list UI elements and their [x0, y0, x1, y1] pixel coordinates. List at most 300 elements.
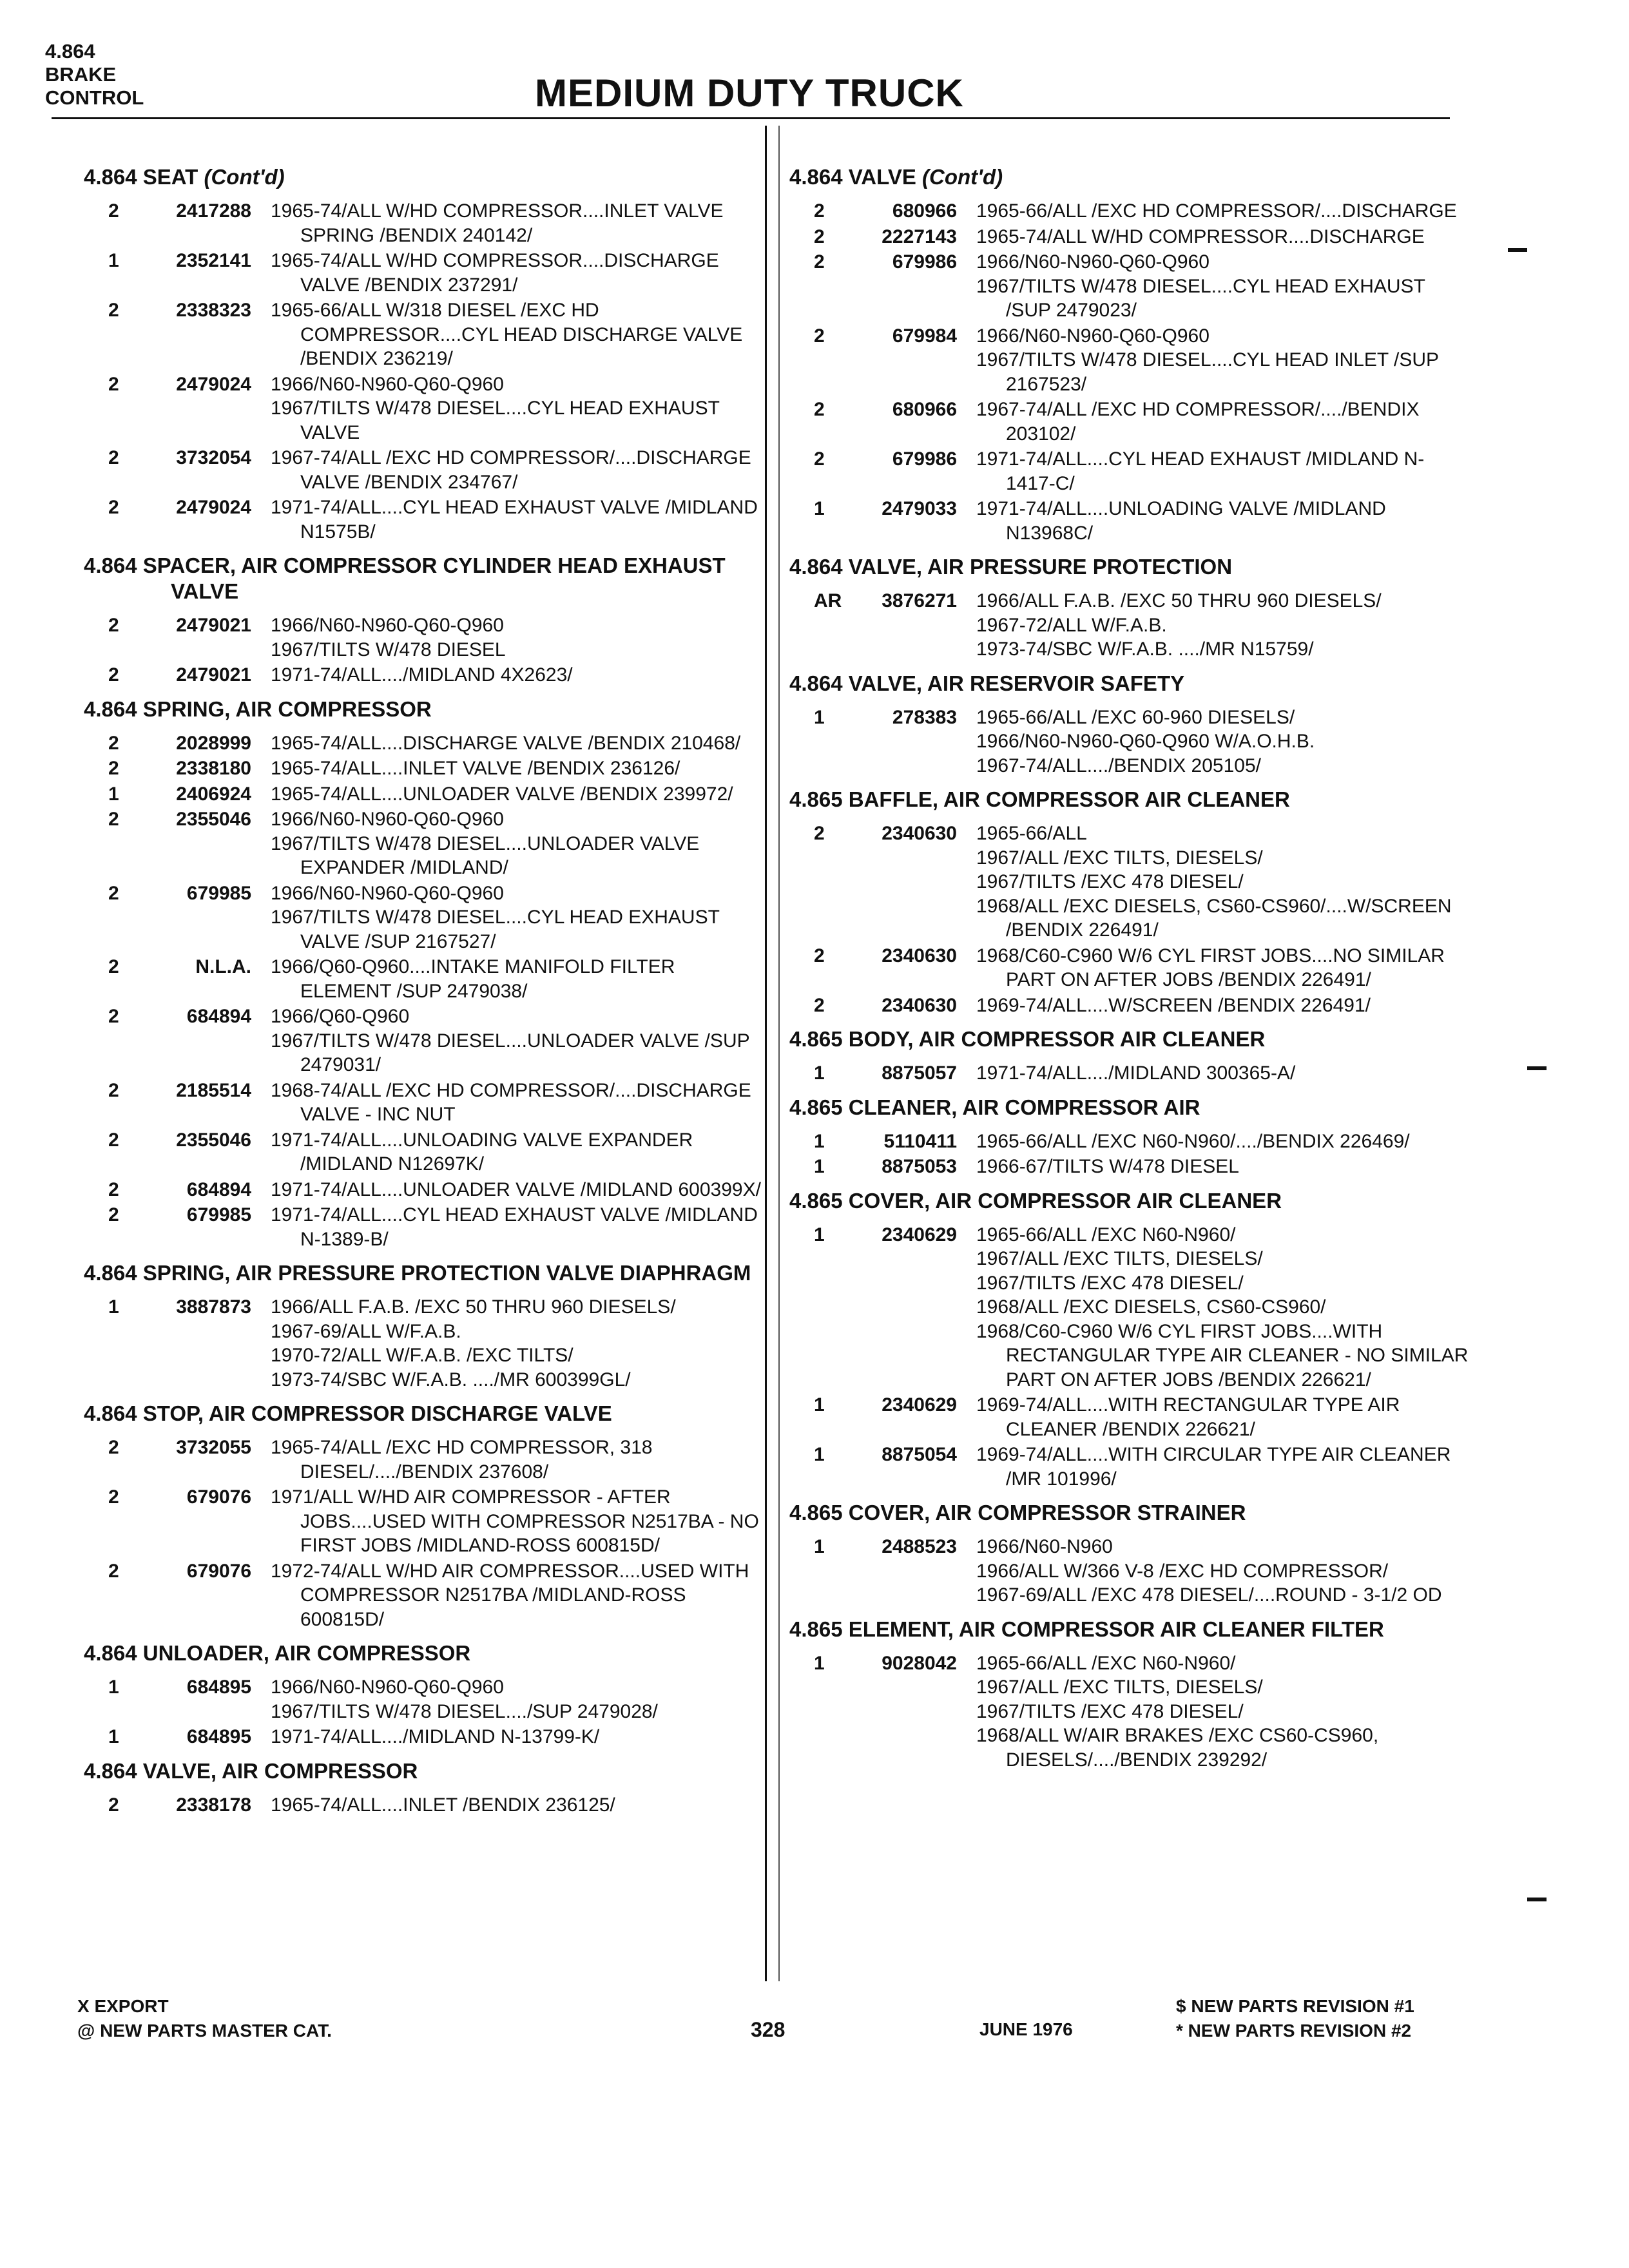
part-row: [84, 372, 767, 445]
section-heading: [789, 671, 1472, 697]
description-line: 1965-74/ALL /EXC HD COMPRESSOR, 318 DIESEL/..../BENDIX 237608/: [271, 1437, 653, 1483]
publication-date: JUNE 1976: [979, 2019, 1073, 2039]
section-heading: [789, 1095, 1472, 1120]
part-description: [976, 250, 1472, 323]
part-quantity: 2: [814, 994, 825, 1016]
part-row: [84, 249, 767, 297]
part-number: 2479024: [176, 373, 251, 395]
part-quantity: 2: [814, 325, 825, 347]
description-line: 1971-74/ALL....UNLOADING VALVE EXPANDER /MIDLAND N12697K/: [271, 1129, 693, 1175]
part-description: [271, 955, 767, 1003]
part-row: [789, 1061, 1472, 1086]
footer-legend-left: [77, 1994, 332, 2043]
description-line: 1967/TILTS W/478 DIESEL....UNLOADER VALVE EXPANDER /MIDLAND/: [271, 832, 700, 878]
part-description: [976, 1129, 1472, 1154]
description-line: 1966/N60-N960-Q60-Q960: [976, 251, 1210, 273]
part-number: 2417288: [176, 200, 251, 222]
description-line: 1967/TILTS W/478 DIESEL....CYL HEAD EXHAUST VALVE: [271, 398, 720, 443]
part-number: 2340630: [882, 823, 957, 844]
part-quantity: 1: [814, 1156, 825, 1177]
parts-section: [84, 1260, 767, 1392]
part-row: [84, 881, 767, 954]
footer-legend-right: [1176, 1994, 1414, 2043]
description-line: 1969-74/ALL....W/SCREEN /BENDIX 226491/: [976, 994, 1371, 1016]
description-line: 1967/TILTS W/478 DIESEL....UNLOADER VALVE /SUP 2479031/: [271, 1030, 750, 1075]
description-line: 1965-74/ALL....INLET VALVE /BENDIX 236126/: [271, 758, 680, 779]
part-number: 5110411: [883, 1130, 957, 1152]
section-heading: [84, 697, 767, 722]
part-quantity: 2: [108, 373, 119, 395]
export-note: X EXPORT: [77, 1996, 169, 2016]
description-line: 1965-74/ALL....UNLOADER VALVE /BENDIX 239972/: [271, 783, 733, 805]
description-line: 1971-74/ALL....CYL HEAD EXHAUST /MIDLAND N-1417-C/: [976, 448, 1425, 494]
description-line: 1968/ALL /EXC DIESELS, CS60-CS960/: [976, 1296, 1326, 1318]
description-line: 1971/ALL W/HD AIR COMPRESSOR - AFTER JOBS....USED WITH COMPRESSOR N2517BA - NO FIRST JOBS /MIDLAND-ROSS 600815D/: [271, 1486, 759, 1556]
part-number: 679986: [892, 251, 957, 273]
part-row: [84, 1203, 767, 1251]
part-number: 680966: [892, 200, 957, 222]
section-heading-text: 4.864 SPRING, AIR PRESSURE PROTECTION VALVE DIAPHRAGM: [84, 1261, 751, 1285]
description-line: 1968/C60-C960 W/6 CYL FIRST JOBS....NO SIMILAR PART ON AFTER JOBS /BENDIX 226491/: [976, 945, 1445, 990]
part-row: [84, 807, 767, 880]
description-line: 1968/ALL /EXC DIESELS, CS60-CS960/....W/SCREEN /BENDIX 226491/: [976, 895, 1452, 941]
parts-section: [789, 1617, 1472, 1773]
part-quantity: 2: [108, 1794, 119, 1816]
part-description: [271, 298, 767, 371]
description-line: 1971-74/ALL..../MIDLAND 4X2623/: [271, 664, 573, 686]
part-description: [271, 663, 767, 687]
section-heading: [789, 1188, 1472, 1214]
section-heading: [789, 787, 1472, 812]
parts-section: [84, 1401, 767, 1631]
part-description: [271, 446, 767, 494]
part-number: 3732054: [176, 447, 251, 468]
part-row: [789, 225, 1472, 249]
part-quantity: 2: [108, 1486, 119, 1508]
part-number: 2479024: [176, 497, 251, 518]
section-heading-text: 4.864 SEAT: [84, 165, 198, 189]
description-line: 1967/TILTS /EXC 478 DIESEL/: [976, 871, 1244, 892]
parts-section: [789, 1500, 1472, 1608]
part-quantity: 2: [108, 615, 119, 636]
description-line: 1966/Q60-Q960....INTAKE MANIFOLD FILTER ELEMENT /SUP 2479038/: [271, 956, 675, 1002]
part-quantity: 2: [108, 732, 119, 754]
part-row: [84, 1128, 767, 1177]
part-description: [976, 398, 1472, 446]
header-divider: [52, 117, 1450, 119]
description-line: 1971-74/ALL..../MIDLAND 300365-A/: [976, 1062, 1296, 1084]
section-heading: [84, 164, 767, 190]
part-description: [271, 613, 767, 662]
part-number: 679076: [186, 1486, 251, 1508]
part-row: [789, 1155, 1472, 1179]
description-line: 1968/ALL W/AIR BRAKES /EXC CS60-CS960, DIESELS/..../BENDIX 239292/: [976, 1725, 1379, 1771]
description-line: 1967-72/ALL W/F.A.B.: [976, 614, 1167, 636]
part-number: 9028042: [882, 1652, 957, 1674]
part-description: [271, 1675, 767, 1724]
description-line: 1965-66/ALL /EXC 60-960 DIESELS/: [976, 706, 1295, 728]
part-quantity: 1: [814, 1652, 825, 1674]
part-row: [84, 1559, 767, 1632]
part-description: [271, 1178, 767, 1202]
part-description: [271, 1203, 767, 1251]
description-line: 1966/ALL W/366 V-8 /EXC HD COMPRESSOR/: [976, 1560, 1389, 1582]
part-row: [84, 782, 767, 807]
part-row: [84, 1725, 767, 1749]
part-number: 2227143: [882, 226, 957, 247]
parts-section: [789, 1026, 1472, 1086]
description-line: 1969-74/ALL....WITH CIRCULAR TYPE AIR CLEANER /MR 101996/: [976, 1444, 1451, 1490]
part-quantity: 2: [814, 945, 825, 966]
part-number: 2028999: [176, 732, 251, 754]
part-row: [84, 955, 767, 1003]
part-description: [976, 324, 1472, 397]
section-heading-text: 4.864 UNLOADER, AIR COMPRESSOR: [84, 1641, 471, 1665]
part-quantity: 2: [108, 300, 119, 321]
part-description: [271, 881, 767, 954]
description-line: 1970-72/ALL W/F.A.B. /EXC TILTS/: [271, 1345, 574, 1366]
part-row: [789, 398, 1472, 446]
description-line: 1967/ALL /EXC TILTS, DIESELS/: [976, 1248, 1263, 1269]
description-line: 1967/TILTS /EXC 478 DIESEL/: [976, 1272, 1244, 1294]
part-quantity: 2: [108, 1560, 119, 1582]
part-quantity: 2: [108, 809, 119, 830]
section-heading-text: 4.865 COVER, AIR COMPRESSOR AIR CLEANER: [789, 1188, 1282, 1213]
part-description: [271, 1559, 767, 1632]
description-line: 1965-66/ALL /EXC N60-N960/: [976, 1224, 1236, 1245]
description-line: 1971-74/ALL....UNLOADER VALVE /MIDLAND 600399X/: [271, 1178, 761, 1200]
part-quantity: 2: [814, 226, 825, 247]
part-quantity: 2: [108, 1204, 119, 1225]
description-line: 1967/TILTS W/478 DIESEL..../SUP 2479028/: [271, 1700, 658, 1722]
part-description: [976, 1393, 1472, 1441]
part-row: [789, 1443, 1472, 1491]
part-quantity: 1: [814, 1394, 825, 1416]
parts-section: [789, 1188, 1472, 1492]
part-row: [84, 1675, 767, 1724]
description-line: 1973-74/SBC W/F.A.B. ..../MR 600399GL/: [271, 1369, 631, 1390]
description-line: 1965-66/ALL /EXC N60-N960/: [976, 1652, 1236, 1674]
margin-mark: [1508, 248, 1527, 252]
part-description: [271, 1079, 767, 1127]
part-number: 684894: [186, 1006, 251, 1027]
margin-mark: [1527, 1066, 1547, 1070]
part-number: 2340630: [882, 945, 957, 966]
part-number: 2479021: [176, 615, 251, 636]
part-row: [789, 447, 1472, 495]
part-number: 679985: [186, 1204, 251, 1225]
part-number: 2340629: [882, 1224, 957, 1245]
parts-section: [789, 671, 1472, 778]
section-heading-text: 4.864 VALVE, AIR COMPRESSOR: [84, 1758, 418, 1783]
part-row: [789, 1651, 1472, 1773]
part-number: 684895: [186, 1726, 251, 1747]
part-row: [789, 324, 1472, 397]
part-description: [976, 944, 1472, 992]
part-description: [271, 1485, 767, 1558]
part-description: [271, 1436, 767, 1484]
description-line: 1971-74/ALL....CYL HEAD EXHAUST VALVE /MIDLAND N1575B/: [271, 497, 758, 543]
description-line: 1966-67/TILTS W/478 DIESEL: [976, 1156, 1239, 1177]
part-number: 679984: [892, 325, 957, 347]
part-quantity: 2: [108, 1006, 119, 1027]
parts-section: [789, 1095, 1472, 1179]
part-quantity: 2: [108, 1178, 119, 1200]
part-number: N.L.A.: [195, 956, 251, 977]
part-quantity: 2: [108, 200, 119, 222]
part-number: 2340630: [882, 994, 957, 1016]
part-quantity: 1: [814, 1444, 825, 1465]
part-description: [976, 706, 1472, 778]
section-heading: [789, 1617, 1472, 1642]
section-code: 4.864: [45, 40, 95, 62]
section-heading-text: 4.865 COVER, AIR COMPRESSOR STRAINER: [789, 1501, 1246, 1524]
part-number: 2338180: [176, 758, 251, 779]
part-number: 684895: [186, 1677, 251, 1698]
description-line: 1966/N60-N960-Q60-Q960: [976, 325, 1210, 347]
page-number: 328: [751, 2018, 786, 2041]
revision-note-1: $ NEW PARTS REVISION #1: [1176, 1996, 1414, 2016]
part-row: [789, 1535, 1472, 1608]
parts-section: [789, 554, 1472, 662]
description-line: 1968/C60-C960 W/6 CYL FIRST JOBS....WITH RECTANGULAR TYPE AIR CLEANER - NO SIMILAR PART ON AFTER JOBS /BENDIX 226621/: [976, 1320, 1469, 1390]
section-heading-text: 4.864 SPRING, AIR COMPRESSOR: [84, 697, 432, 721]
part-row: [789, 822, 1472, 943]
description-line: 1966/Q60-Q960: [271, 1006, 410, 1027]
description-line: 1965-74/ALL....INLET /BENDIX 236125/: [271, 1794, 615, 1816]
section-heading: [789, 1500, 1472, 1526]
description-line: 1967/TILTS W/478 DIESEL....CYL HEAD EXHAUST /SUP 2479023/: [976, 275, 1425, 321]
part-number: 2338323: [176, 300, 251, 321]
description-line: 1966/N60-N960: [976, 1536, 1113, 1557]
part-number: 8875053: [882, 1156, 957, 1177]
section-heading: [84, 1640, 767, 1666]
description-line: 1965-74/ALL W/HD COMPRESSOR....DISCHARGE VALVE /BENDIX 237291/: [271, 250, 719, 296]
part-quantity: 1: [108, 783, 119, 805]
part-row: [789, 706, 1472, 778]
part-description: [271, 1128, 767, 1177]
margin-mark: [1527, 1898, 1547, 1901]
part-number: 8875057: [882, 1062, 957, 1084]
description-line: 1966/N60-N960-Q60-Q960 W/A.O.H.B.: [976, 731, 1315, 752]
part-row: [84, 1485, 767, 1558]
description-line: 1971-74/ALL....CYL HEAD EXHAUST VALVE /MIDLAND N-1389-B/: [271, 1204, 758, 1250]
part-quantity: 2: [814, 448, 825, 470]
part-quantity: 2: [108, 497, 119, 518]
part-description: [271, 1004, 767, 1077]
part-quantity: 1: [108, 1726, 119, 1747]
section-heading: [84, 1260, 767, 1286]
description-line: 1967-74/ALL..../BENDIX 205105/: [976, 754, 1261, 776]
part-quantity: 1: [108, 250, 119, 271]
part-quantity: 1: [108, 1677, 119, 1698]
section-heading: [84, 1401, 767, 1427]
description-line: 1972-74/ALL W/HD AIR COMPRESSOR....USED WITH COMPRESSOR N2517BA /MIDLAND-ROSS 600815D/: [271, 1560, 749, 1630]
part-description: [976, 994, 1472, 1018]
section-heading: [789, 1026, 1472, 1052]
part-quantity: 1: [814, 498, 825, 519]
part-quantity: 1: [814, 1536, 825, 1557]
parts-section: [789, 787, 1472, 1017]
part-description: [976, 1061, 1472, 1086]
part-number: 2355046: [176, 1129, 251, 1151]
part-quantity: 2: [108, 664, 119, 686]
category-line-1: BRAKE: [45, 63, 117, 86]
description-line: 1973-74/SBC W/F.A.B. ..../MR N15759/: [976, 639, 1314, 660]
part-description: [271, 199, 767, 247]
part-quantity: 2: [108, 1079, 119, 1101]
description-line: 1965-66/ALL /EXC N60-N960/..../BENDIX 226469/: [976, 1130, 1410, 1152]
part-number: 2355046: [176, 809, 251, 830]
part-row: [84, 731, 767, 756]
part-row: [84, 1178, 767, 1202]
part-number: 679986: [892, 448, 957, 470]
part-quantity: 2: [108, 882, 119, 904]
part-row: [84, 1436, 767, 1484]
part-description: [976, 1443, 1472, 1491]
part-quantity: 2: [814, 823, 825, 844]
description-line: 1967/ALL /EXC TILTS, DIESELS/: [976, 847, 1263, 869]
description-line: 1965-66/ALL W/318 DIESEL /EXC HD COMPRESSOR....CYL HEAD DISCHARGE VALVE /BENDIX 236219/: [271, 300, 743, 369]
description-line: 1965-74/ALL W/HD COMPRESSOR....DISCHARGE: [976, 226, 1425, 247]
part-number: 2406924: [176, 783, 251, 805]
part-number: 2185514: [176, 1079, 251, 1101]
part-row: [84, 1793, 767, 1818]
section-heading-text: 4.864 VALVE: [789, 165, 916, 189]
part-number: 2479033: [882, 498, 957, 519]
part-description: [271, 1793, 767, 1818]
description-line: 1967/ALL /EXC TILTS, DIESELS/: [976, 1677, 1263, 1698]
description-line: 1966/N60-N960-Q60-Q960: [271, 809, 504, 830]
parts-section: [789, 164, 1472, 545]
description-line: 1967/TILTS /EXC 478 DIESEL/: [976, 1700, 1244, 1722]
description-line: 1966/N60-N960-Q60-Q960: [271, 373, 504, 395]
part-description: [976, 1651, 1472, 1773]
part-quantity: 2: [108, 1129, 119, 1151]
continued-label: (Cont'd): [922, 165, 1003, 189]
section-heading-text: 4.864 SPACER, AIR COMPRESSOR CYLINDER HEAD EXHAUST VALVE: [84, 553, 726, 603]
part-number: 2479021: [176, 664, 251, 686]
part-quantity: 1: [814, 706, 825, 728]
section-heading: [789, 164, 1472, 190]
part-row: [84, 1079, 767, 1127]
description-line: 1966/ALL F.A.B. /EXC 50 THRU 960 DIESELS/: [976, 590, 1382, 611]
part-description: [271, 782, 767, 807]
description-line: 1967/TILTS W/478 DIESEL....CYL HEAD EXHAUST VALVE /SUP 2167527/: [271, 907, 720, 952]
part-description: [271, 1725, 767, 1749]
description-line: 1967-69/ALL /EXC 478 DIESEL/....ROUND - 3-1/2 OD: [976, 1584, 1442, 1606]
part-number: 8875054: [882, 1444, 957, 1465]
part-row: [84, 1295, 767, 1392]
part-row: [84, 298, 767, 371]
description-line: 1967/TILTS W/478 DIESEL: [271, 639, 506, 660]
description-line: 1971-74/ALL....UNLOADING VALVE /MIDLAND N13968C/: [976, 498, 1386, 544]
part-row: [84, 613, 767, 662]
section-heading: [84, 1758, 767, 1784]
part-description: [976, 199, 1472, 224]
part-row: [789, 589, 1472, 662]
part-description: [271, 249, 767, 297]
part-quantity: AR: [814, 590, 842, 611]
section-code-block: [45, 40, 144, 110]
section-heading-text: 4.865 CLEANER, AIR COMPRESSOR AIR: [789, 1095, 1200, 1119]
section-heading-text: 4.865 BODY, AIR COMPRESSOR AIR CLEANER: [789, 1027, 1266, 1051]
part-row: [789, 250, 1472, 323]
part-row: [789, 1223, 1472, 1392]
part-quantity: 1: [108, 1296, 119, 1318]
part-description: [976, 822, 1472, 943]
description-line: 1967-69/ALL W/F.A.B.: [271, 1320, 461, 1342]
part-quantity: 2: [108, 956, 119, 977]
part-description: [271, 1295, 767, 1392]
parts-section: [84, 697, 767, 1252]
part-description: [271, 731, 767, 756]
right-column: [789, 164, 1472, 1781]
part-number: 3732055: [176, 1437, 251, 1458]
part-description: [976, 589, 1472, 662]
part-row: [789, 944, 1472, 992]
description-line: 1965-74/ALL W/HD COMPRESSOR....INLET VALVE SPRING /BENDIX 240142/: [271, 200, 724, 246]
description-line: 1966/N60-N960-Q60-Q960: [271, 615, 504, 636]
part-row: [789, 1129, 1472, 1154]
part-row: [789, 994, 1472, 1018]
part-number: 680966: [892, 399, 957, 420]
part-description: [976, 1535, 1472, 1608]
part-description: [271, 756, 767, 781]
part-quantity: 1: [814, 1130, 825, 1152]
section-heading-text: 4.865 ELEMENT, AIR COMPRESSOR AIR CLEANER FILTER: [789, 1617, 1384, 1641]
description-line: 1967-74/ALL /EXC HD COMPRESSOR/....DISCHARGE VALVE /BENDIX 234767/: [271, 447, 751, 493]
page-title: MEDIUM DUTY TRUCK: [535, 72, 964, 115]
part-row: [789, 199, 1472, 224]
column-divider-secondary: [778, 126, 780, 1981]
left-column: [84, 164, 767, 1826]
part-number: 278383: [892, 706, 957, 728]
description-line: 1966/N60-N960-Q60-Q960: [271, 1677, 504, 1698]
part-number: 2340629: [882, 1394, 957, 1416]
part-quantity: 2: [814, 200, 825, 222]
part-number: 679076: [186, 1560, 251, 1582]
description-line: 1968-74/ALL /EXC HD COMPRESSOR/....DISCHARGE VALVE - INC NUT: [271, 1079, 751, 1125]
section-heading: [84, 553, 767, 604]
part-number: 2352141: [176, 250, 251, 271]
revision-note-2: * NEW PARTS REVISION #2: [1176, 2021, 1412, 2041]
part-number: 2488523: [882, 1536, 957, 1557]
part-row: [789, 497, 1472, 545]
description-line: 1967-74/ALL /EXC HD COMPRESSOR/..../BENDIX 203102/: [976, 399, 1420, 445]
part-number: 684894: [186, 1178, 251, 1200]
part-row: [789, 1393, 1472, 1441]
part-number: 679985: [186, 882, 251, 904]
description-line: 1966/ALL F.A.B. /EXC 50 THRU 960 DIESELS/: [271, 1296, 676, 1318]
part-quantity: 1: [814, 1062, 825, 1084]
parts-section: [84, 1640, 767, 1749]
part-description: [271, 372, 767, 445]
part-description: [271, 495, 767, 544]
part-quantity: 2: [108, 447, 119, 468]
master-catalog-note: @ NEW PARTS MASTER CAT.: [77, 2021, 332, 2041]
part-description: [976, 497, 1472, 545]
part-description: [976, 1223, 1472, 1392]
parts-section: [84, 164, 767, 544]
description-line: 1965-74/ALL....DISCHARGE VALVE /BENDIX 210468/: [271, 732, 741, 754]
part-description: [976, 225, 1472, 249]
part-row: [84, 199, 767, 247]
description-line: 1969-74/ALL....WITH RECTANGULAR TYPE AIR CLEANER /BENDIX 226621/: [976, 1394, 1400, 1440]
description-line: 1971-74/ALL..../MIDLAND N-13799-K/: [271, 1726, 600, 1747]
part-quantity: 2: [814, 399, 825, 420]
part-number: 3876271: [882, 590, 957, 611]
